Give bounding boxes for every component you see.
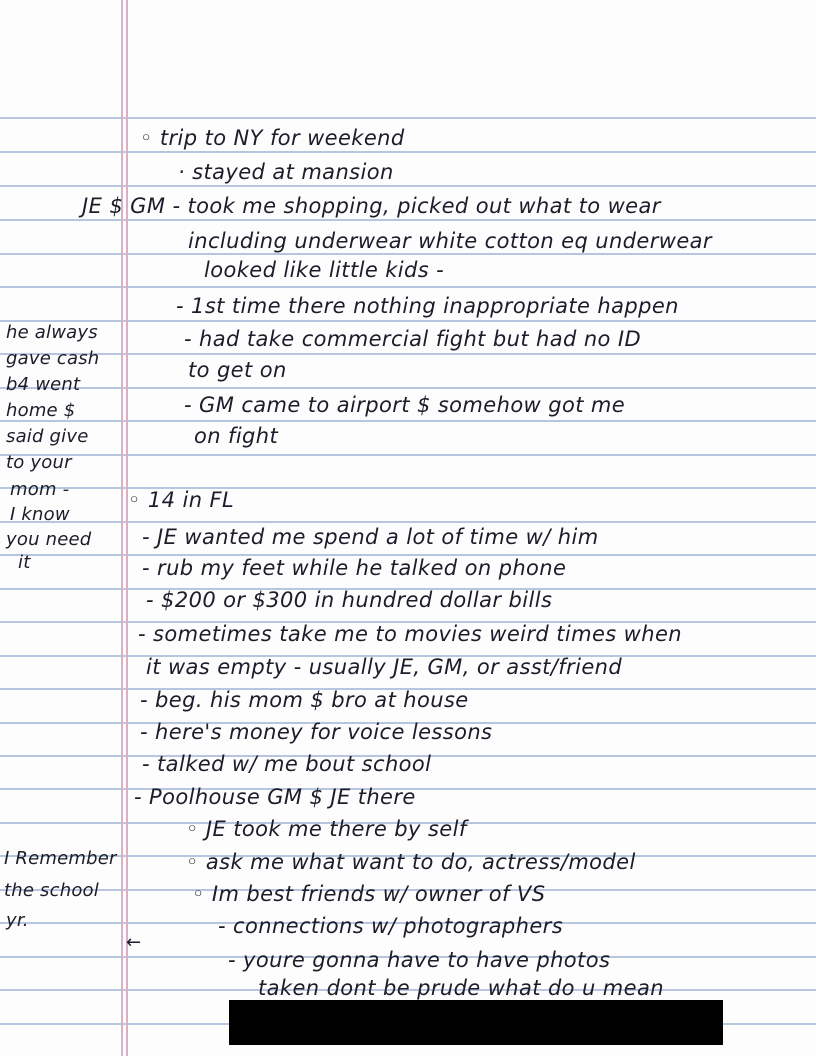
margin-note-line: mom - [10,479,70,500]
margin-note-line: gave cash [6,348,100,369]
note-line: - rub my feet while he talked on phone [142,556,567,580]
margin-note-line: he always [6,322,98,343]
note-line: ◦ 14 in FL [128,488,235,512]
note-line: - youre gonna have to have photos [228,948,611,972]
note-line: - JE wanted me spend a lot of time w/ him [142,525,599,549]
note-line: on fight [194,424,279,448]
note-line: including underwear white cotton eq underwear [188,229,712,253]
note-line: ◦ ask me what want to do, actress/model [186,850,636,874]
note-line: - $200 or $300 in hundred dollar bills [146,588,553,612]
margin-line [126,0,128,1056]
margin-line [121,0,123,1056]
note-line: - connections w/ photographers [218,914,564,938]
margin-note-line: I Remember [4,848,117,869]
margin-note-line: it [18,552,31,573]
note-line: ◦ JE took me there by self [186,817,467,841]
note-line: - here's money for voice lessons [140,720,493,744]
note-line: looked like little kids - [204,258,445,282]
note-line: - Poolhouse GM $ JE there [134,785,416,809]
note-line: taken dont be prude what do u mean [258,976,664,1000]
note-line: ◦ trip to NY for weekend [140,126,405,150]
note-line: JE $ GM - took me shopping, picked out what to wear [82,194,661,218]
note-line: - had take commercial fight but had no ID [184,327,642,351]
note-line: ◦ Im best friends w/ owner of VS [192,882,546,906]
margin-note-line: b4 went [6,374,81,395]
arrow-icon: ← [126,932,142,953]
redaction-bar [229,1000,723,1045]
note-line: - sometimes take me to movies weird times when [138,622,682,646]
margin-note-line: the school [4,880,99,901]
margin-note-line: said give [6,426,89,447]
note-line: - 1st time there nothing inappropriate happen [176,294,679,318]
margin-note-line: you need [6,529,92,550]
note-line: - beg. his mom $ bro at house [140,688,469,712]
note-line: - GM came to airport $ somehow got me [184,393,626,417]
margin-note-line: to your [6,452,72,473]
note-line: to get on [188,358,287,382]
note-line: · stayed at mansion [178,160,394,184]
note-line: it was empty - usually JE, GM, or asst/friend [146,655,623,679]
margin-note-line: home $ [6,400,76,421]
note-line: - talked w/ me bout school [142,752,432,776]
margin-note-line: yr. [6,910,29,931]
margin-note-line: I know [10,504,70,525]
